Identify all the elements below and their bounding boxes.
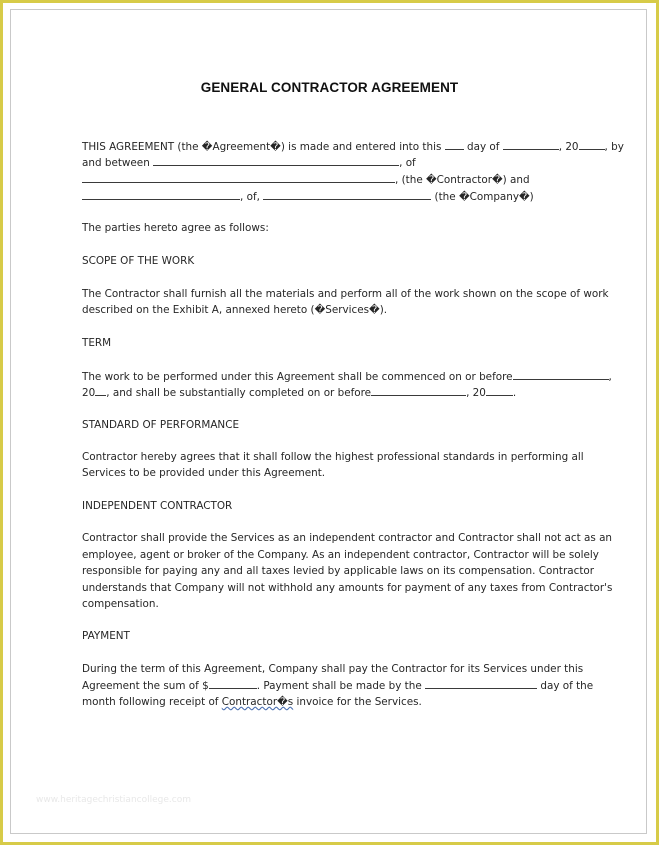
commence-year-blank[interactable] <box>95 386 106 396</box>
payment-day-blank[interactable] <box>425 679 537 689</box>
scope-line-2: described on the Exhibit A, annexed hereto (�Services�). <box>82 304 388 316</box>
intro-line-4: , of, (the �Company�) <box>82 190 534 204</box>
payment-heading: PAYMENT <box>82 630 130 642</box>
intro-line-1: THIS AGREEMENT (the �Agreement�) is made and entered into this day of , 20 , by <box>82 141 624 153</box>
parties-line: The parties hereto agree as follows: <box>82 222 269 234</box>
independent-line-5: compensation. <box>82 598 159 610</box>
independent-line-3: responsible for paying any and all taxes levied by applicable laws on its compensation. Contractor <box>82 565 595 577</box>
standard-line-2: Services to be provided under this Agreement. <box>82 467 326 479</box>
contractor-name-blank[interactable] <box>153 156 399 166</box>
watermark: www.heritagechristiancollege.com <box>36 795 191 805</box>
scope-line-1: The Contractor shall furnish all the materials and perform all of the work shown on the scope of work <box>82 288 609 300</box>
sum-blank[interactable] <box>209 679 257 689</box>
scope-heading: SCOPE OF THE WORK <box>82 255 195 267</box>
independent-heading: INDEPENDENT CONTRACTOR <box>82 500 233 512</box>
month-blank[interactable] <box>503 140 559 150</box>
completion-date-blank[interactable] <box>371 386 466 396</box>
contractor-address-blank[interactable] <box>82 173 395 183</box>
independent-line-1: Contractor shall provide the Services as an independent contractor and Contractor shall not act as an <box>82 532 613 544</box>
independent-line-4: understands that Company will not withhold any amounts for payment of any taxes from Contractor's <box>82 582 613 594</box>
payment-line-1: During the term of this Agreement, Company shall pay the Contractor for its Services under this <box>82 663 584 675</box>
term-heading: TERM <box>82 337 112 349</box>
company-address-blank[interactable] <box>263 190 431 200</box>
document-title: GENERAL CONTRACTOR AGREEMENT <box>200 80 459 95</box>
completion-year-blank[interactable] <box>486 386 513 396</box>
day-blank[interactable] <box>445 140 464 150</box>
independent-line-2: employee, agent or broker of the Company. As an independent contractor, Contractor will be solely <box>82 549 599 561</box>
commence-date-blank[interactable] <box>513 370 609 380</box>
payment-line-3: month following receipt of Contractor�s invoice for the Services. <box>82 696 422 708</box>
term-line-2: 20 , and shall be substantially completed on or before , 20 . <box>82 387 517 399</box>
term-line-1: The work to be performed under this Agreement shall be commenced on or before , <box>82 371 612 383</box>
standard-line-1: Contractor hereby agrees that it shall follow the highest professional standards in performing all <box>82 451 584 463</box>
standard-heading: STANDARD OF PERFORMANCE <box>82 419 240 431</box>
payment-line-2: Agreement the sum of $ . Payment shall be made by the day of the <box>82 680 594 692</box>
intro-line-2: and between , of <box>82 157 416 169</box>
year-blank[interactable] <box>579 140 605 150</box>
company-name-blank[interactable] <box>82 190 240 200</box>
intro-line-3: , (the �Contractor�) and <box>82 173 530 187</box>
